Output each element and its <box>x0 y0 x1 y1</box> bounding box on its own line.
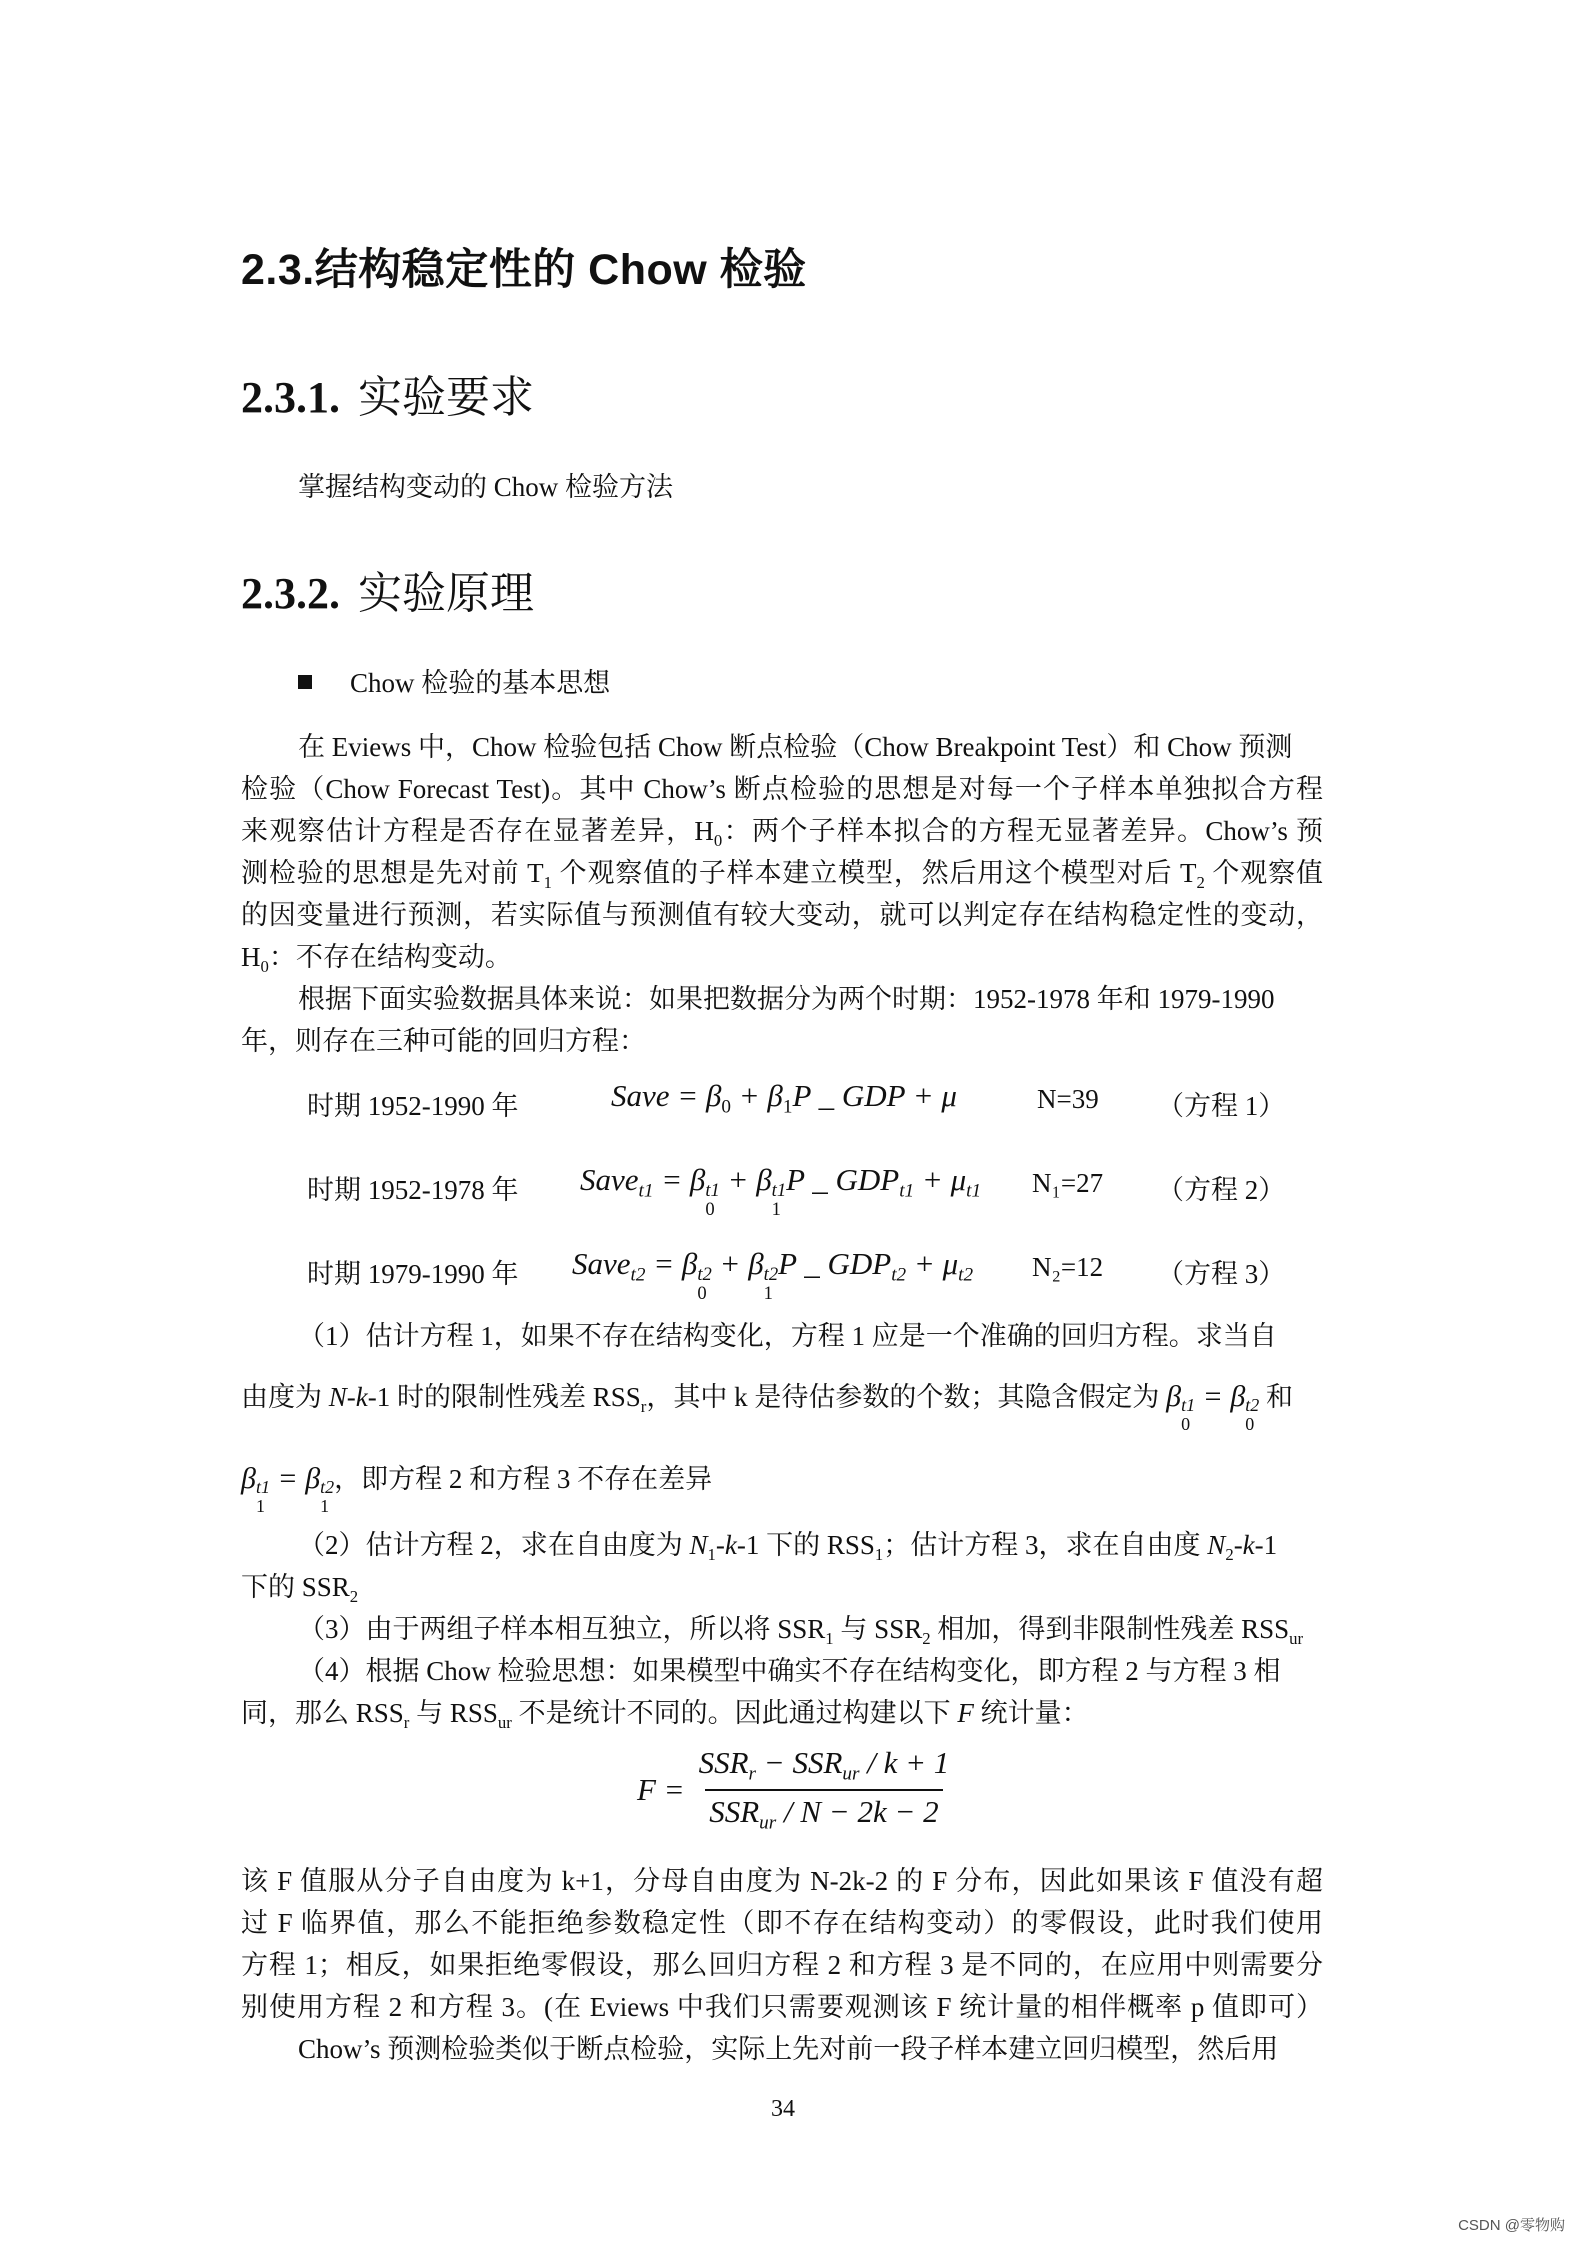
para1-line6: $H_0$：不存在结构变动。 <box>241 942 512 976</box>
step1-line1: （1）估计方程 1，如果不存在结构变化，方程 1 应是一个准确的回归方程。求当自 <box>298 1321 1277 1351</box>
chapter-heading: 2.3.结构稳定性的 Chow 检验 <box>241 246 807 294</box>
equation-2-tag: （方程 2） <box>1157 1175 1286 1205</box>
square-bullet-icon <box>298 675 312 689</box>
para2-line2: 年，则存在三种可能的回归方程： <box>241 1026 646 1056</box>
bullet-item <box>298 662 610 704</box>
equation-1: Save = $\beta_0 + \beta_1P$ _ GDP + μ <box>611 1078 957 1118</box>
bullet-text: Chow 检验的基本思想 <box>350 668 611 698</box>
f-statistic-formula: F = $\frac{SSR_r - SSR_{ur} / k + 1}{SSR_{ur} / N - 2k - 2}$ <box>637 1745 950 1834</box>
watermark: CSDN @零物购 <box>1458 2217 1565 2234</box>
section-heading-requirements <box>241 361 534 425</box>
para3-line1: 该 F 值服从分子自由度为 k+1，分母自由度为 N-2k-2 的 F 分布，因此如果该 F 值没有超 <box>241 1866 1323 1896</box>
requirement-text: 掌握结构变动的 Chow 检验方法 <box>298 472 674 502</box>
para1-line3: 来观察估计方程是否存在显著差异，$H_0$：两个子样本拟合的方程无显著差异。Chow’s 预 <box>241 816 1324 850</box>
step2-line1: （2）估计方程 2，求在自由度为 $N_1-k-1$ 下的 $RSS_1$；估计方程 3，求在自由度 $N_2-k-1$ <box>298 1530 1278 1564</box>
step4-line2: 同，那么 $RSS_r$ 与 $RSS_{ur}$ 不是统计不同的。因此通过构建以下 F 统计量： <box>241 1698 1089 1732</box>
equation-2: Save$_{t1}$ = β t1 0 + β t1 1 P _ $GDP_{t1} + \mu_{t1}$ <box>580 1162 982 1221</box>
step1-line2: 由度为 N-k-1 时的限制性残差 $RSS_r$，其中 k 是待估参数的个数；其隐含假定为 β t1 0 = β t2 0 和 <box>241 1380 1294 1435</box>
step3-line1: （3）由于两组子样本相互独立，所以将 $SSR_1$ 与 $SSR_2$ 相加，得到非限制性残差 $RSS_{ur}$ <box>298 1614 1304 1648</box>
equation-2-n: N₁=27 <box>1032 1168 1104 1198</box>
para3-line4: 别使用方程 2 和方程 3。(在 Eviews 中我们只需要观测该 F 统计量的相伴概率 p 值即可） <box>241 1992 1323 2022</box>
para3-line3: 方程 1；相反，如果拒绝零假设，那么回归方程 2 和方程 3 是不同的，在应用中则需要分 <box>241 1950 1323 1980</box>
para1-line2: 检验（Chow Forecast Test)。其中 Chow’s 断点检验的思想是对每一个子样本单独拟合方程 <box>241 774 1323 804</box>
section-title: 实验要求 <box>358 373 534 422</box>
page-number: 34 <box>771 2096 795 2122</box>
step1-line3: β t1 1 = β t2 1 ，即方程 2 和方程 3 不存在差异 <box>241 1462 713 1517</box>
equation-1-tag: （方程 1） <box>1157 1091 1286 1121</box>
step4-line1: （4）根据 Chow 检验思想：如果模型中确实不存在结构变化，即方程 2 与方程 3 相 <box>298 1656 1281 1686</box>
equation-3-period: 时期 1979-1990 年 <box>307 1259 519 1289</box>
equation-3: Save$_{t2}$ = β t2 0 + β t2 1 P _ $GDP_{t2} + \mu_{t2}$ <box>572 1246 974 1305</box>
step2-line2: 下的 $SSR_2$ <box>241 1572 359 1606</box>
equation-1-n: N=39 <box>1037 1084 1099 1114</box>
equation-1-period: 时期 1952-1990 年 <box>307 1091 519 1121</box>
section-heading-principle <box>241 557 534 621</box>
equation-2-period: 时期 1952-1978 年 <box>307 1175 519 1205</box>
para1-line1: 在 Eviews 中，Chow 检验包括 Chow 断点检验（Chow Breakpoint Test）和 Chow 预测 <box>298 732 1293 762</box>
equation-3-n: N₂=12 <box>1032 1252 1104 1282</box>
section-title: 实验原理 <box>358 569 534 618</box>
section-number: 2.3.2. <box>241 569 340 618</box>
para4-line1: Chow’s 预测检验类似于断点检验，实际上先对前一段子样本建立回归模型，然后用 <box>298 2034 1279 2064</box>
para1-line5: 的因变量进行预测，若实际值与预测值有较大变动，就可以判定存在结构稳定性的变动， <box>241 900 1323 930</box>
para1-line4: 测检验的思想是先对前 $T_1$ 个观察值的子样本建立模型，然后用这个模型对后 $T_2$ 个观察值 <box>241 858 1323 892</box>
para3-line2: 过 F 临界值，那么不能拒绝参数稳定性（即不存在结构变动）的零假设，此时我们使用 <box>241 1908 1323 1938</box>
para2-line1: 根据下面实验数据具体来说：如果把数据分为两个时期：1952-1978 年和 1979-1990 <box>298 984 1275 1014</box>
equation-3-tag: （方程 3） <box>1157 1259 1286 1289</box>
section-number: 2.3.1. <box>241 373 340 422</box>
